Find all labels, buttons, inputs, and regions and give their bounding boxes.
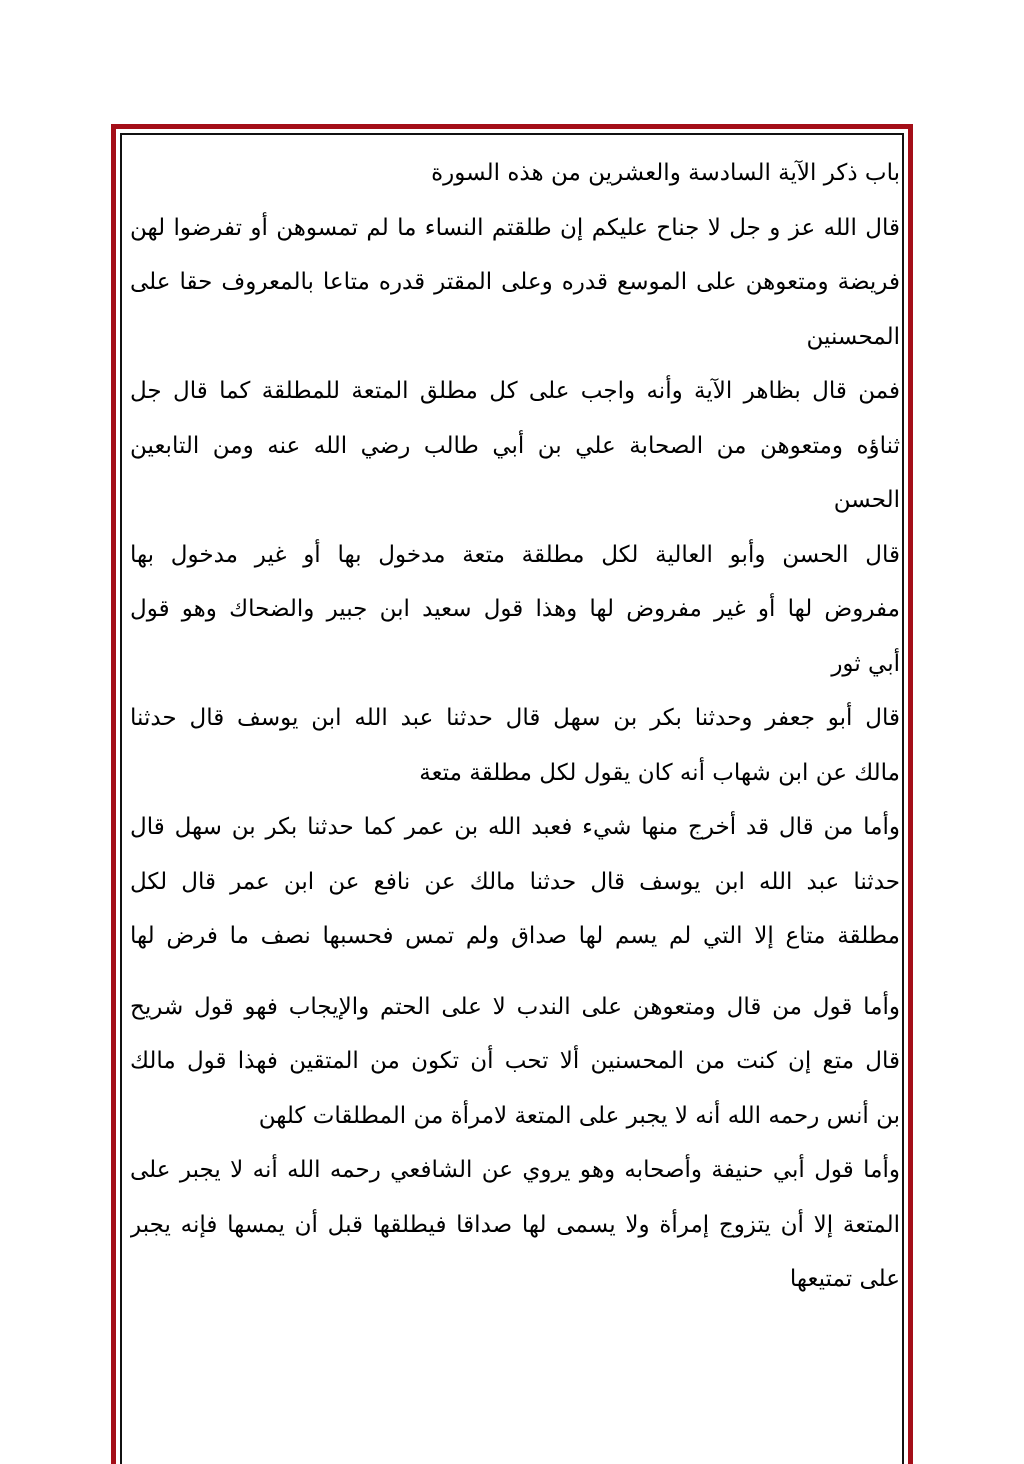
text-line: فريضة ومتعوهن على الموسع قدره وعلى المقتر قدره متاعا بالمعروف حقا على xyxy=(130,269,900,295)
text-line: قال الله عز و جل لا جناح عليكم إن طلقتم النساء ما لم تمسوهن أو تفرضوا لهن xyxy=(130,214,900,241)
document-text xyxy=(130,146,900,1307)
text-line: مطلقة متاع إلا التي لم يسم لها صداق ولم تمس فحسبها نصف ما فرض لها xyxy=(130,923,900,949)
text-line: الحسن xyxy=(833,487,900,513)
text-line: قال متع إن كنت من المحسنين ألا تحب أن تكون من المتقين فهذا قول مالك xyxy=(130,1048,900,1074)
paragraph-gap xyxy=(130,964,900,980)
text-line: أبي ثور xyxy=(831,650,900,677)
text-line: وأما من قال قد أخرج منها شيء فعبد الله بن عمر كما حدثنا بكر بن سهل قال xyxy=(130,814,900,840)
text-line: ثناؤه ومتعوهن من الصحابة علي بن أبي طالب رضي الله عنه ومن التابعين xyxy=(130,432,900,459)
text-line: مفروض لها أو غير مفروض لها وهذا قول سعيد ابن جبير والضحاك وهو قول xyxy=(130,596,900,622)
text-line: قال الحسن وأبو العالية لكل مطلقة متعة مدخول بها أو غير مدخول بها xyxy=(130,541,900,568)
text-line: المتعة إلا أن يتزوج إمرأة ولا يسمى لها صداقا فيطلقها قبل أن يمسها فإنه يجبر xyxy=(130,1211,900,1238)
text-line: المحسنين xyxy=(806,323,900,350)
text-line: وأما قول أبي حنيفة وأصحابه وهو يروي عن الشافعي رحمه الله أنه لا يجبر على xyxy=(130,1157,900,1183)
text-line: حدثنا عبد الله ابن يوسف قال حدثنا مالك عن نافع عن ابن عمر قال لكل xyxy=(130,868,900,895)
section-heading: باب ذكر الآية السادسة والعشرين من هذه السورة xyxy=(431,160,900,186)
text-line: بن أنس رحمه الله أنه لا يجبر على المتعة لامرأة من المطلقات كلهن xyxy=(258,1102,900,1129)
text-line: مالك عن ابن شهاب أنه كان يقول لكل مطلقة متعة xyxy=(419,759,900,786)
text-line: على تمتيعها xyxy=(789,1266,900,1292)
text-line: فمن قال بظاهر الآية وأنه واجب على كل مطلق المتعة للمطلقة كما قال جل xyxy=(130,378,900,404)
text-line: قال أبو جعفر وحدثنا بكر بن سهل قال حدثنا عبد الله ابن يوسف قال حدثنا xyxy=(130,705,900,731)
text-line: وأما قول من قال ومتعوهن على الندب لا على الحتم والإيجاب فهو قول شريح xyxy=(130,993,900,1020)
